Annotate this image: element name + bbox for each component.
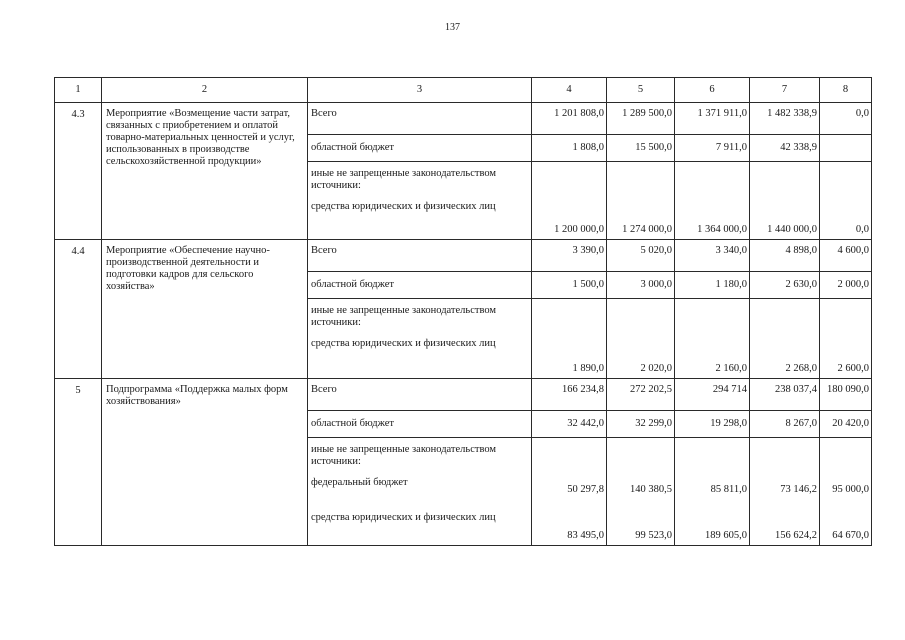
funding-source xyxy=(308,510,532,546)
value-cell: 1 200 000,0 xyxy=(532,162,607,240)
value-cell: 64 670,0 xyxy=(820,510,872,546)
value-cell: 140 380,5 xyxy=(607,438,675,510)
funding-source xyxy=(308,438,532,510)
column-header: 5 xyxy=(607,78,675,103)
measure-name: Мероприятие «Обеспечение научно-производственной деятельности и подготовки кадров для сельского хозяйства» xyxy=(102,240,308,379)
funding-source: Всего xyxy=(308,103,532,135)
value-cell: 73 146,2 xyxy=(750,438,820,510)
value-cell: 95 000,0 xyxy=(820,438,872,510)
column-header: 3 xyxy=(308,78,532,103)
source-sublabel: средства юридических и физических лиц xyxy=(311,338,496,349)
table-row xyxy=(55,240,872,272)
row-number: 4.4 xyxy=(55,240,102,379)
funding-source xyxy=(308,162,532,240)
value-cell: 20 420,0 xyxy=(820,411,872,438)
value-cell: 1 371 911,0 xyxy=(675,103,750,135)
column-header: 2 xyxy=(102,78,308,103)
column-header: 7 xyxy=(750,78,820,103)
value-cell: 166 234,8 xyxy=(532,379,607,411)
budget-table xyxy=(54,77,872,546)
table-row xyxy=(55,103,872,135)
column-header: 4 xyxy=(532,78,607,103)
table-row xyxy=(55,379,872,411)
table-body xyxy=(55,78,872,546)
column-header: 6 xyxy=(675,78,750,103)
source-sublabel: федеральный бюджет xyxy=(311,477,408,488)
source-sublabel: средства юридических и физических лиц xyxy=(311,201,496,212)
value-cell: 1 500,0 xyxy=(532,272,607,299)
source-label: иные не запрещенные законодательством источники: xyxy=(311,305,497,328)
page-number: 137 xyxy=(445,22,460,33)
value-cell: 0,0 xyxy=(820,162,872,240)
value-cell: 189 605,0 xyxy=(675,510,750,546)
value-cell xyxy=(820,135,872,162)
value-cell: 32 299,0 xyxy=(607,411,675,438)
value-cell: 1 440 000,0 xyxy=(750,162,820,240)
source-label: иные не запрещенные законодательством источники: xyxy=(311,444,497,467)
value-cell: 42 338,9 xyxy=(750,135,820,162)
value-cell: 4 600,0 xyxy=(820,240,872,272)
value-cell: 5 020,0 xyxy=(607,240,675,272)
value-cell: 238 037,4 xyxy=(750,379,820,411)
value-cell: 50 297,8 xyxy=(532,438,607,510)
source-label: средства юридических и физических лиц xyxy=(311,511,496,523)
value-cell: 2 630,0 xyxy=(750,272,820,299)
value-cell: 3 000,0 xyxy=(607,272,675,299)
value-cell: 1 482 338,9 xyxy=(750,103,820,135)
value-cell: 1 180,0 xyxy=(675,272,750,299)
source-label: иные не запрещенные законодательством источники: xyxy=(311,168,497,191)
value-cell: 1 289 500,0 xyxy=(607,103,675,135)
value-cell: 3 390,0 xyxy=(532,240,607,272)
value-cell: 1 364 000,0 xyxy=(675,162,750,240)
value-cell: 1 201 808,0 xyxy=(532,103,607,135)
measure-name: Подпрограмма «Поддержка малых форм хозяйствования» xyxy=(102,379,308,546)
value-cell: 1 274 000,0 xyxy=(607,162,675,240)
funding-source: Всего xyxy=(308,379,532,411)
value-cell: 83 495,0 xyxy=(532,510,607,546)
value-cell: 85 811,0 xyxy=(675,438,750,510)
column-header: 8 xyxy=(820,78,872,103)
value-cell: 2 000,0 xyxy=(820,272,872,299)
funding-source: областной бюджет xyxy=(308,135,532,162)
value-cell: 2 600,0 xyxy=(820,299,872,379)
value-cell: 0,0 xyxy=(820,103,872,135)
value-cell: 19 298,0 xyxy=(675,411,750,438)
row-number: 5 xyxy=(55,379,102,546)
value-cell: 2 020,0 xyxy=(607,299,675,379)
value-cell: 4 898,0 xyxy=(750,240,820,272)
row-number: 4.3 xyxy=(55,103,102,240)
value-cell: 272 202,5 xyxy=(607,379,675,411)
value-cell: 3 340,0 xyxy=(675,240,750,272)
value-cell: 2 160,0 xyxy=(675,299,750,379)
funding-source xyxy=(308,299,532,379)
column-header: 1 xyxy=(55,78,102,103)
value-cell: 2 268,0 xyxy=(750,299,820,379)
value-cell: 15 500,0 xyxy=(607,135,675,162)
header-row xyxy=(55,78,872,103)
value-cell: 7 911,0 xyxy=(675,135,750,162)
value-cell: 99 523,0 xyxy=(607,510,675,546)
value-cell: 180 090,0 xyxy=(820,379,872,411)
value-cell: 1 808,0 xyxy=(532,135,607,162)
value-cell: 294 714 xyxy=(675,379,750,411)
value-cell: 8 267,0 xyxy=(750,411,820,438)
value-cell: 156 624,2 xyxy=(750,510,820,546)
funding-source: Всего xyxy=(308,240,532,272)
funding-source: областной бюджет xyxy=(308,411,532,438)
measure-name: Мероприятие «Возмещение части затрат, связанных с приобретением и оплатой товарно-материальных ценностей и услуг, использованных в производстве сельскохозяйственной продукции» xyxy=(102,103,308,240)
value-cell: 32 442,0 xyxy=(532,411,607,438)
value-cell: 1 890,0 xyxy=(532,299,607,379)
funding-source: областной бюджет xyxy=(308,272,532,299)
